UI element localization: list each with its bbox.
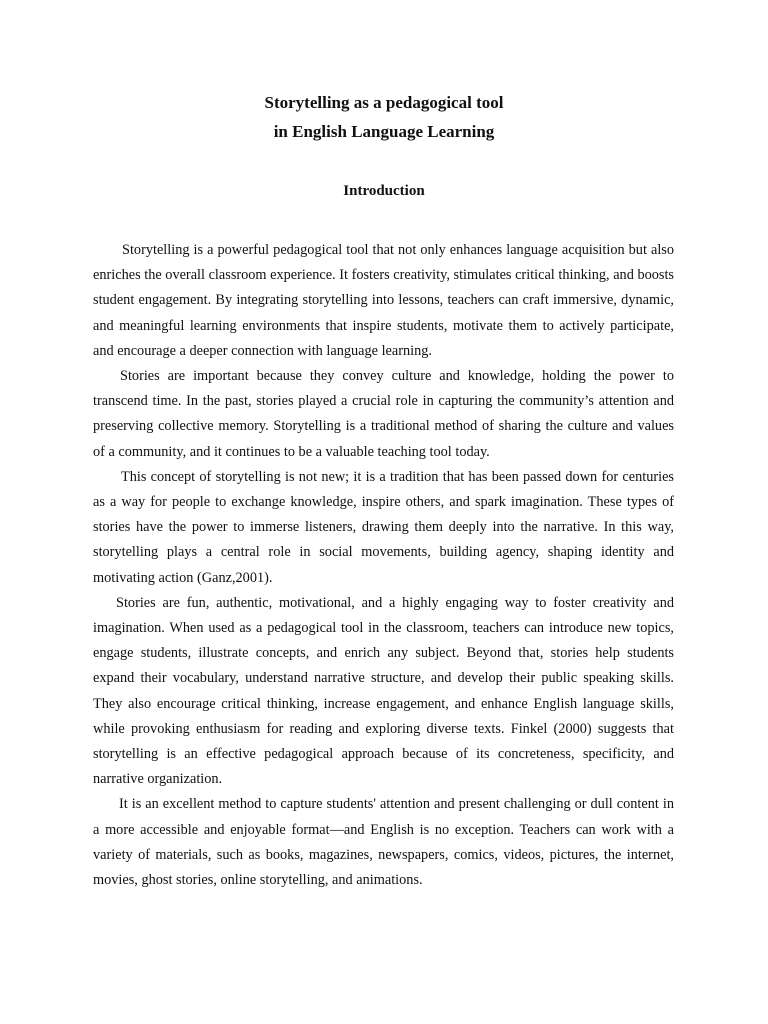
title-line-1: Storytelling as a pedagogical tool (264, 93, 504, 112)
paragraph-1: Storytelling is a powerful pedagogical tool that not only enhances language acquisition but also enriches the overall classroom experience. It fosters creativity, stimulates critical thinking, and boosts student engagement. By integrating storytelling into lessons, teachers can craft immersive, dynamic, and meaningful learning environments that inspire students, motivate them to actively participate, and encourage a deeper connection with language learning. (93, 242, 674, 359)
paragraph-5: It is an excellent method to capture students' attention and present challenging or dull content in a more accessible and enjoyable format—and English is no exception. Teachers can work with a variety of materials, such as books, magazines, newspapers, comics, videos, pictures, the internet, movies, ghost stories, online storytelling, and animations. (93, 796, 674, 889)
paragraph-2: Stories are important because they convey culture and knowledge, holding the power to transcend time. In the past, stories played a crucial role in capturing the community’s attention and preserving collective memory. Storytelling is a traditional method of sharing the culture and values of a community, and it continues to be a valuable teaching tool today. (93, 368, 674, 460)
paragraph-4: Stories are fun, authentic, motivational, and a highly engaging way to foster creativity and imagination. When used as a pedagogical tool in the classroom, teachers can introduce new topics, engage students, illustrate concepts, and enrich any subject. Beyond that, stories help students expand their vocabulary, understand narrative structure, and develop their public speaking skills. They also encourage critical thinking, increase engagement, and enhance English language skills, while provoking enthusiasm for reading and exploring diverse texts. Finkel (2000) suggests that storytelling is an effective pedagogical approach because of its concreteness, specificity, and narrative organization. (93, 594, 674, 788)
paragraph-3: This concept of storytelling is not new; it is a tradition that has been passed down for centuries as a way for people to exchange knowledge, inspire others, and spark imagination. These types of stories have the power to immerse listeners, drawing them deeply into the narrative. In this way, storytelling plays a central role in social movements, building agency, shaping identity and motivating action (Ganz,2001). (93, 468, 674, 586)
section-heading-introduction: Introduction (343, 183, 425, 199)
document-title (0, 88, 768, 146)
title-line-2: in English Language Learning (273, 122, 495, 141)
body-text (93, 238, 674, 893)
